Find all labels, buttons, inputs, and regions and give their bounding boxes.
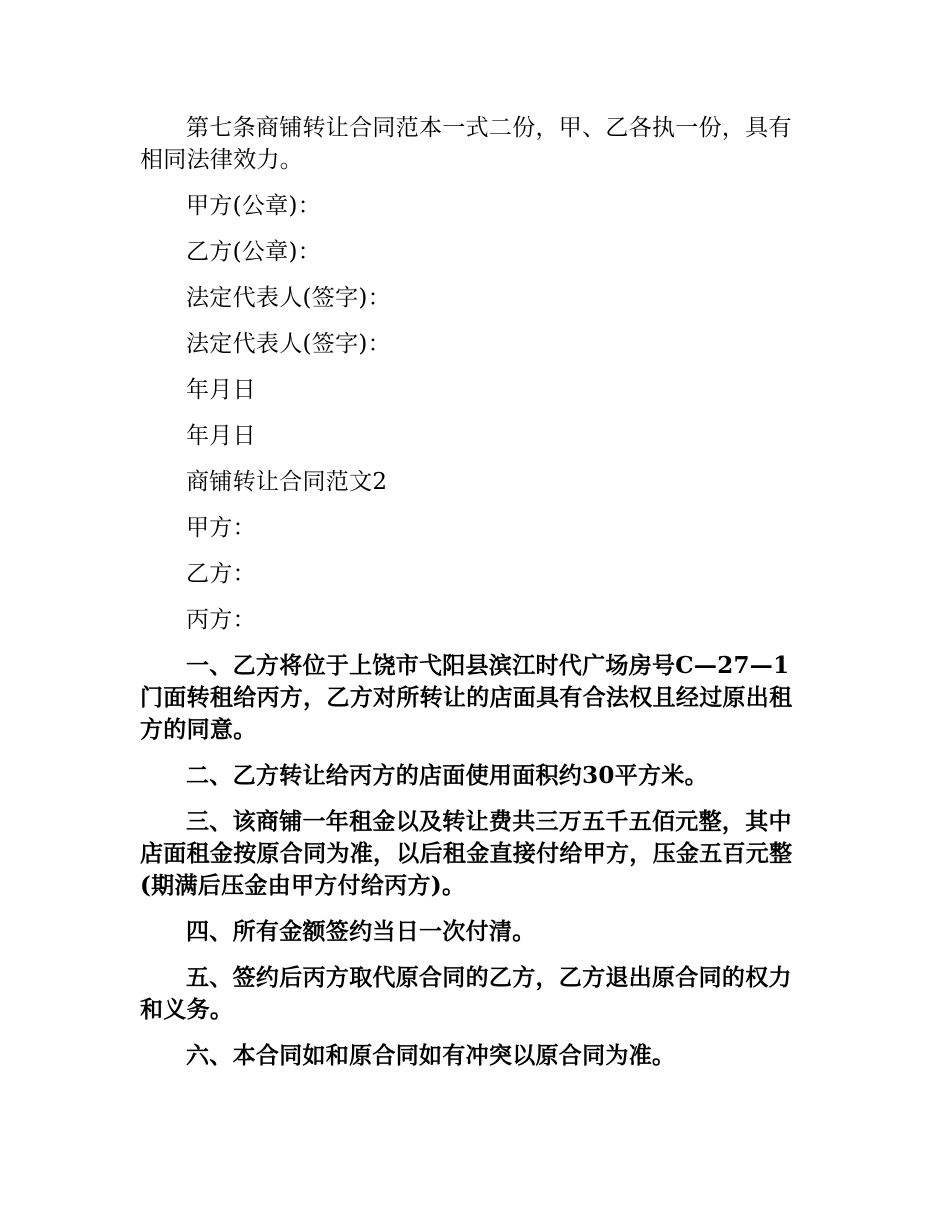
paragraph-date-2: 年月日 (186, 423, 256, 449)
clause-4: 四、所有金额签约当日一次付清。 (186, 918, 536, 945)
clause-2: 二、乙方转让给丙方的店面使用面积约30平方米。 (186, 762, 708, 789)
paragraph-legal-rep-1: 法定代表人(签字)： (186, 285, 391, 311)
paragraph-party-a: 甲方： (186, 515, 256, 541)
clause-3: 三、该商铺一年租金以及转让费共三万五千五佰元整，其中店面租金按原合同为准，以后租金直接付给甲方，压金五百元整(期满后压金由甲方付给丙方)。 (140, 808, 793, 899)
paragraph-article-7: 第七条商铺转让合同范本一式二份，甲、乙各执一份，具有相同法律效力。 (140, 115, 792, 173)
paragraph-party-a-seal: 甲方(公章)： (186, 193, 322, 219)
document-body (140, 112, 808, 1086)
clause-6: 六、本合同如和原合同如有冲突以原合同为准。 (186, 1042, 676, 1069)
paragraph-legal-rep-2: 法定代表人(签字)： (186, 331, 391, 357)
paragraph-date-1: 年月日 (186, 377, 256, 403)
paragraph-party-c: 丙方： (186, 607, 256, 633)
clause-1: 一、乙方将位于上饶市弋阳县滨江时代广场房号C—27—1门面转租给丙方，乙方对所转让的店面具有合法权且经过原出租方的同意。 (140, 652, 793, 743)
clause-5: 五、签约后丙方取代原合同的乙方，乙方退出原合同的权力和义务。 (140, 964, 792, 1023)
paragraph-party-b-seal: 乙方(公章)： (186, 239, 322, 265)
paragraph-party-b: 乙方： (186, 561, 256, 587)
paragraph-sample-title: 商铺转让合同范文2 (186, 469, 388, 495)
